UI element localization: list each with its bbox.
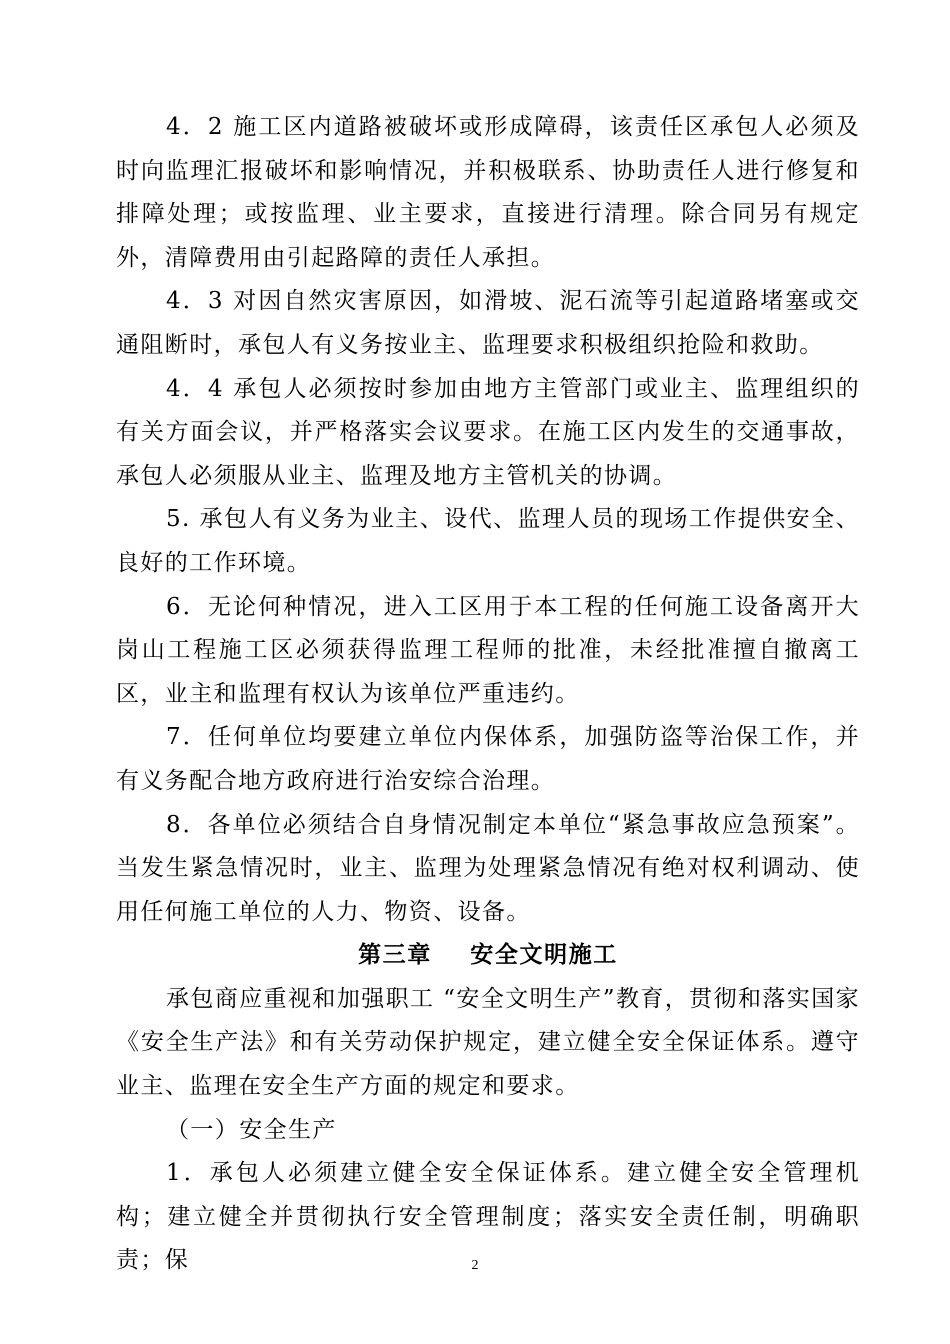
chapter-heading: 第三章 安全文明施工: [358, 942, 618, 969]
section-title: （一）安全生产: [166, 1116, 337, 1143]
paragraph-7: 7．任何单位均要建立单位内保体系，加强防盗等治保工作，并有义务配合地方政府进行治安综合治理。: [116, 724, 860, 794]
section-paragraph-1: 1．承包人必须建立健全安全保证体系。建立健全安全管理机构；建立健全并贯彻执行安全管理制度；落实安全责任制，明确职责；保: [116, 1160, 860, 1274]
document-page: [116, 106, 860, 1283]
paragraph-4-4: 4．4 承包人必须按时参加由地方主管部门或业主、监理组织的有关方面会议，并严格落实会议要求。在施工区内发生的交通事故，承包人必须服从业主、监理及地方主管机关的协调。: [116, 375, 860, 489]
paragraph-6: 6．无论何种情况，进入工区用于本工程的任何施工设备离开大岗山工程施工区必须获得监理工程师的批准，未经批准擅自撤离工区，业主和监理有权认为该单位严重违约。: [116, 593, 860, 707]
chapter-intro: 承包商应重视和加强职工 “安全文明生产”教育，贯彻和落实国家《安全生产法》和有关劳动保护规定，建立健全安全保证体系。遵守业主、监理在安全生产方面的规定和要求。: [116, 985, 860, 1100]
page-number: 2: [471, 1258, 479, 1273]
paragraph-4-3: 4．3 对因自然灾害原因，如滑坡、泥石流等引起道路堵塞或交通阻断时，承包人有义务按业主、监理要求积极组织抢险和救助。: [116, 288, 860, 358]
paragraph-8: 8．各单位必须结合自身情况制定本单位“紧急事故应急预案”。当发生紧急情况时，业主、监理为处理紧急情况有绝对权利调动、使用任何施工单位的人力、物资、设备。: [116, 811, 860, 925]
paragraph-5: 5. 承包人有义务为业主、设代、监理人员的现场工作提供安全、良好的工作环境。: [116, 506, 860, 576]
paragraph-4-2: 4．2 施工区内道路被破坏或形成障碍，该责任区承包人必须及时向监理汇报破坏和影响情况，并积极联系、协助责任人进行修复和排障处理；或按监理、业主要求，直接进行清理。除合同另有规定外，清障费用由引起路障的责任人承担。: [116, 114, 860, 271]
